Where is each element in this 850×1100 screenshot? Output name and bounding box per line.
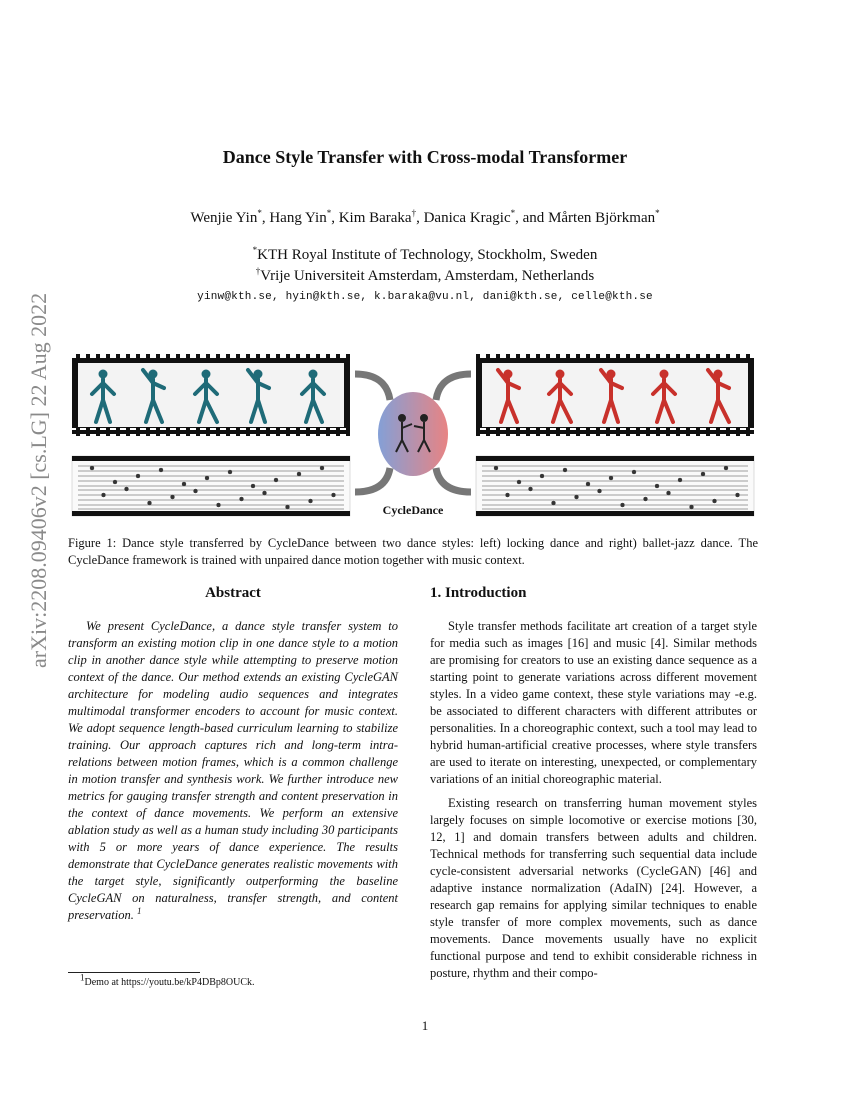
author-list — [0, 210, 850, 227]
music-note — [205, 476, 209, 480]
intro-paragraph: Existing research on transferring human movement styles largely focuses on simple locomotive or exercise motions [30, 12, 1] and domain transfers between adults and children. Technical methods for transferring such sequential data include cycle-consistent adversarial networks (CycleGAN) [46] and adaptive instance normalization (AdaIN) [24]. However, a research gap remains for applying similar techniques to enable style transfer of more complex movements, such as dance movements. Dance movements usually have no explicit functional purpose and tend to exhibit considerable richness in posture, rhythm and their compo- — [430, 796, 757, 980]
music-note — [609, 476, 613, 480]
author: Wenjie Yin*, — [190, 208, 270, 226]
music-note — [621, 503, 625, 507]
music-note — [274, 478, 278, 482]
introduction-section — [430, 585, 757, 989]
music-note — [182, 482, 186, 486]
figure-caption: Figure 1: Dance style transferred by CycleDance between two dance styles: left) locking dance and right) ballet-jazz dance. The CycleDance framework is trained with unpaired dance motion together with music context. — [68, 536, 758, 567]
music-note — [586, 482, 590, 486]
music-note — [263, 491, 267, 495]
music-note — [228, 470, 232, 474]
music-note — [171, 495, 175, 499]
introduction-heading: 1. Introduction — [430, 585, 527, 601]
music-note — [517, 480, 521, 484]
music-note — [690, 505, 694, 509]
abstract-section — [68, 585, 398, 924]
footnote: $^1$Demo at https://youtu.be/kP4DBp8OUCk. — [80, 972, 255, 988]
music-note — [159, 468, 163, 472]
arxiv-stamp-text: arXiv:2208.09406v2 [cs.LG] 22 Aug 2022 — [26, 292, 51, 668]
music-note — [217, 503, 221, 507]
music-note — [540, 474, 544, 478]
cycledance-emblem — [378, 392, 448, 476]
author: Mårten Björkman* — [548, 208, 660, 226]
music-note — [506, 493, 510, 497]
music-note — [632, 470, 636, 474]
music-note — [332, 493, 336, 497]
intro-paragraph: Style transfer methods facilitate art creation of a target style for media such as images [16] and music [4]. Similar methods are promising for creators to use an existing dance sequence as a starting point to generate variations across different movement styles. In a video game context, these style variations may -e.g. be associated to different characters with different attributes or personalities. In a choreographic context, such a tool may lead to hybrid human-artificial creative processes, where style transfers are used to iterate on interesting, unexpected, or complementary variations of an initial choreographic material. — [430, 619, 757, 786]
music-note — [552, 501, 556, 505]
music-note — [286, 505, 290, 509]
music-note — [251, 484, 255, 488]
music-note — [655, 484, 659, 488]
abstract-text: We present CycleDance, a dance style transfer system to transform an existing motion clip in one dance style to a motion clip in another dance style while attempting to preserve motion context of the dance. Our method extends an existing CycleGAN architecture for modeling audio sequences and integrates multimodal transformer encoders to account for music context. We adopt sequence length-based curriculum learning to stabilize training. Our approach captures rich and long-term intra-relations between motion frames, which is a common challenge in motion transfer and synthesis work. We further introduce new metrics for gauging transfer strength and content preservation in the context of dance movements. We perform an extensive ablation study as well as a human study including 30 participants with 5 or more years of dance experience. The results demonstrate that CycleDance generates realistic movements with the target style, significantly outperforming the baseline CycleGAN on naturalness, transfer strength, and content preservation. $^1$ — [68, 619, 398, 922]
music-note — [701, 472, 705, 476]
music-note — [113, 480, 117, 484]
music-note — [644, 497, 648, 501]
author: Hang Yin*, — [269, 208, 339, 226]
music-note — [494, 466, 498, 470]
affiliation-vu: †Vrije Universiteit Amsterdam, Amsterdam, Netherlands — [255, 266, 595, 284]
music-note — [575, 495, 579, 499]
author: Kim Baraka†, — [338, 208, 424, 226]
music-note — [736, 493, 740, 497]
page-number: 1 — [421, 1018, 429, 1033]
arxiv-stamp — [10, 290, 60, 670]
music-note — [713, 499, 717, 503]
footnote-rule — [68, 972, 200, 973]
author: Danica Kragic*, and — [423, 208, 549, 226]
music-note — [194, 489, 198, 493]
left-music-score — [72, 456, 350, 516]
right-music-score — [476, 456, 754, 516]
music-note — [136, 474, 140, 478]
music-note — [148, 501, 152, 505]
music-note — [529, 487, 533, 491]
figure-1 — [68, 352, 758, 527]
abstract-heading: Abstract — [205, 585, 261, 601]
music-note — [102, 493, 106, 497]
music-note — [320, 466, 324, 470]
music-note — [125, 487, 129, 491]
music-note — [90, 466, 94, 470]
music-note — [240, 497, 244, 501]
cycledance-label: CycleDance — [382, 503, 444, 517]
music-note — [667, 491, 671, 495]
music-note — [678, 478, 682, 482]
author-emails: yinw@kth.se, hyin@kth.se, k.baraka@vu.nl, dani@kth.se, celle@kth.se — [197, 291, 653, 303]
footnote-mark: 1 — [136, 905, 142, 916]
music-note — [309, 499, 313, 503]
paper-title: Dance Style Transfer with Cross-modal Transformer — [222, 147, 628, 167]
music-note — [563, 468, 567, 472]
music-note — [297, 472, 301, 476]
music-note — [598, 489, 602, 493]
music-note — [724, 466, 728, 470]
affiliation-kth: *KTH Royal Institute of Technology, Stockholm, Sweden — [252, 245, 598, 263]
